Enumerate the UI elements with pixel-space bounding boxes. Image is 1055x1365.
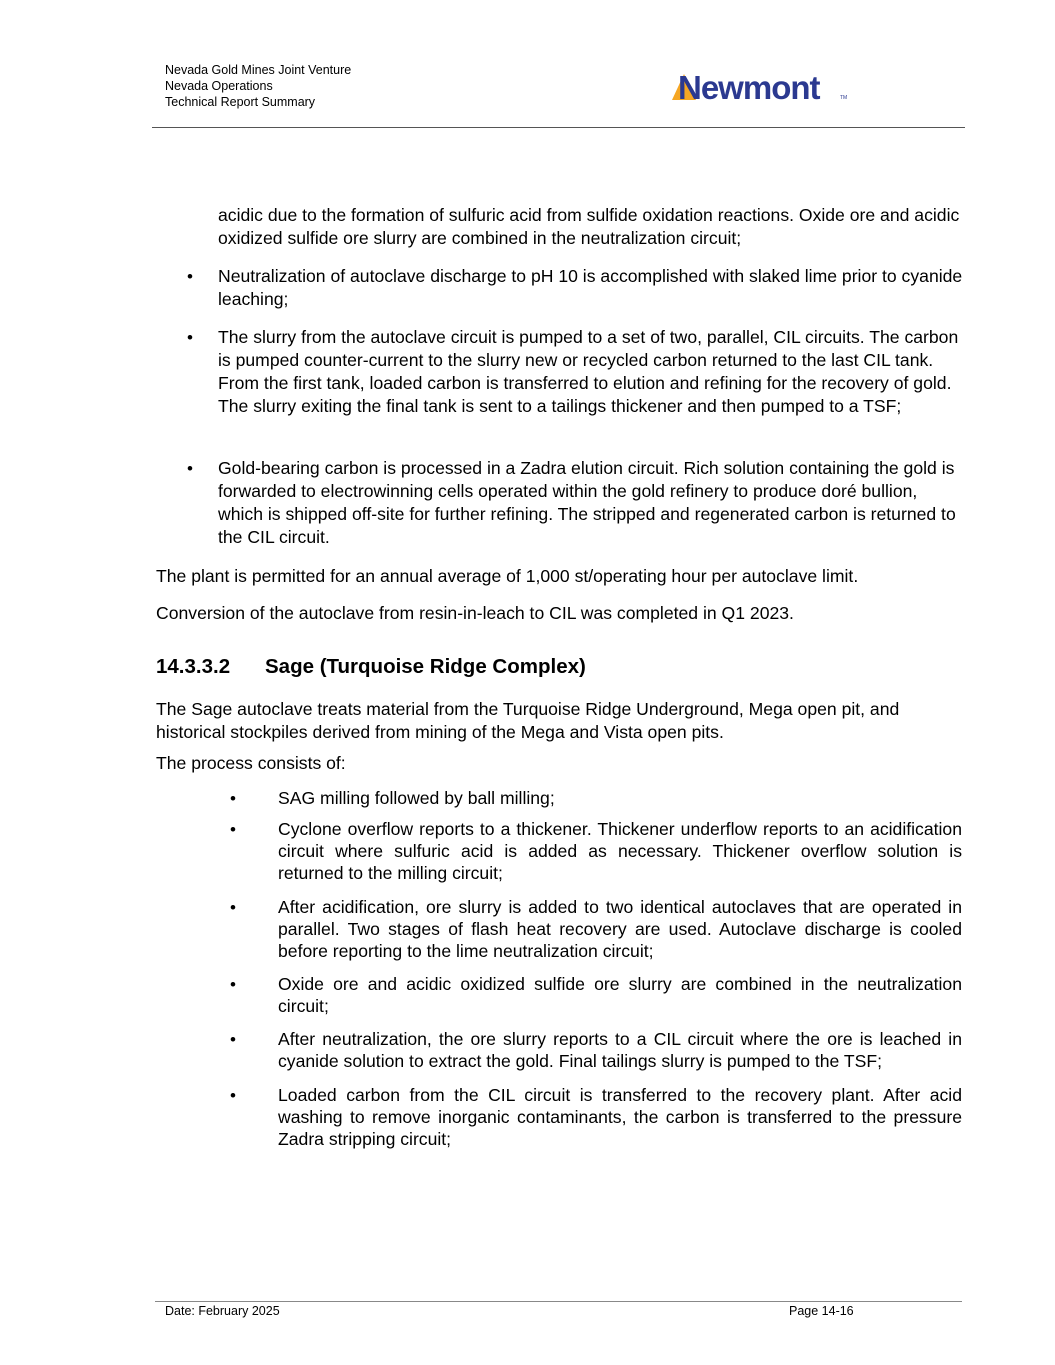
bullet-icon: • xyxy=(187,328,193,347)
footer-page: Page 14-16 xyxy=(789,1304,854,1318)
bullet-icon: • xyxy=(230,789,236,808)
bullet-icon: • xyxy=(187,267,193,286)
bullet-item: SAG milling followed by ball milling; xyxy=(278,788,555,808)
paragraph: Conversion of the autoclave from resin-in-leach to CIL was completed in Q1 2023. xyxy=(156,603,794,623)
header-text xyxy=(165,62,351,110)
paragraph: The plant is permitted for an annual average of 1,000 st/operating hour per autoclave limit. xyxy=(156,566,859,586)
heading-number: 14.3.3.2 xyxy=(156,655,231,678)
bullet-icon: • xyxy=(230,975,236,994)
bullet-icon: • xyxy=(230,1086,236,1105)
bullet-item: After neutralization, the ore slurry reports to a CIL circuit where the ore is leached in cyanide solution to extract the gold. Final tailings slurry is pumped to the TSF; xyxy=(278,1029,962,1071)
bullet-item: After acidification, ore slurry is added to two identical autoclaves that are operated in parallel. Two stages of flash heat recovery are used. Autoclave discharge is cooled before reporting to the lime neutralization circuit; xyxy=(278,897,962,961)
newmont-logo xyxy=(670,68,850,104)
bullet-icon: • xyxy=(230,1030,236,1049)
footer-date: Date: February 2025 xyxy=(165,1304,280,1318)
bullet-item: The slurry from the autoclave circuit is pumped to a set of two, parallel, CIL circuits. The carbon is pumped counter-current to the slurry new or recycled carbon returned to the last CIL tank. From the first tank, loaded carbon is transferred to elution and refining for the recovery of gold. The slurry exiting the final tank is sent to a tailings thickener and then pumped to a TSF; xyxy=(218,327,959,416)
heading-title: Sage (Turquoise Ridge Complex) xyxy=(265,655,586,678)
svg-text:TM: TM xyxy=(840,95,848,101)
bullet-item: Oxide ore and acidic oxidized sulfide ore slurry are combined in the neutralization circuit; xyxy=(278,974,962,1016)
bullet-icon: • xyxy=(230,898,236,917)
continuation-text: acidic due to the formation of sulfuric acid from sulfide oxidation reactions. Oxide ore and acidic oxidized sulfide ore slurry are combined in the neutralization circuit; xyxy=(218,205,960,248)
bullet-item: Loaded carbon from the CIL circuit is transferred to the recovery plant. After acid washing to remove inorganic contaminants, the carbon is transferred to the pressure Zadra stripping circuit; xyxy=(278,1085,962,1149)
svg-text:Newmont: Newmont xyxy=(678,69,820,104)
paragraph: The Sage autoclave treats material from the Turquoise Ridge Underground, Mega open pit, and historical stockpiles derived from mining of the Mega and Vista open pits. xyxy=(156,699,900,742)
header-line: Nevada Operations xyxy=(165,79,273,93)
bullet-item: Neutralization of autoclave discharge to pH 10 is accomplished with slaked lime prior to cyanide leaching; xyxy=(218,266,963,309)
header-line: Nevada Gold Mines Joint Venture xyxy=(165,63,352,77)
header-line: Technical Report Summary xyxy=(165,95,316,109)
bullet-item: Cyclone overflow reports to a thickener. Thickener underflow reports to an acidification circuit where sulfuric acid is added as necessary. Thickener overflow solution is returned to the milling circuit; xyxy=(278,819,962,883)
bullet-icon: • xyxy=(230,820,236,839)
bullet-icon: • xyxy=(187,459,193,478)
footer-rule xyxy=(155,1301,962,1302)
paragraph: The process consists of: xyxy=(156,753,346,773)
header-rule xyxy=(152,127,965,128)
bullet-item: Gold-bearing carbon is processed in a Zadra elution circuit. Rich solution containing the gold is forwarded to electrowinning cells operated within the gold refinery to produce doré bullion, which is shipped off-site for further refining. The stripped and regenerated carbon is returned to the CIL circuit. xyxy=(218,458,956,547)
section-heading xyxy=(156,654,586,680)
